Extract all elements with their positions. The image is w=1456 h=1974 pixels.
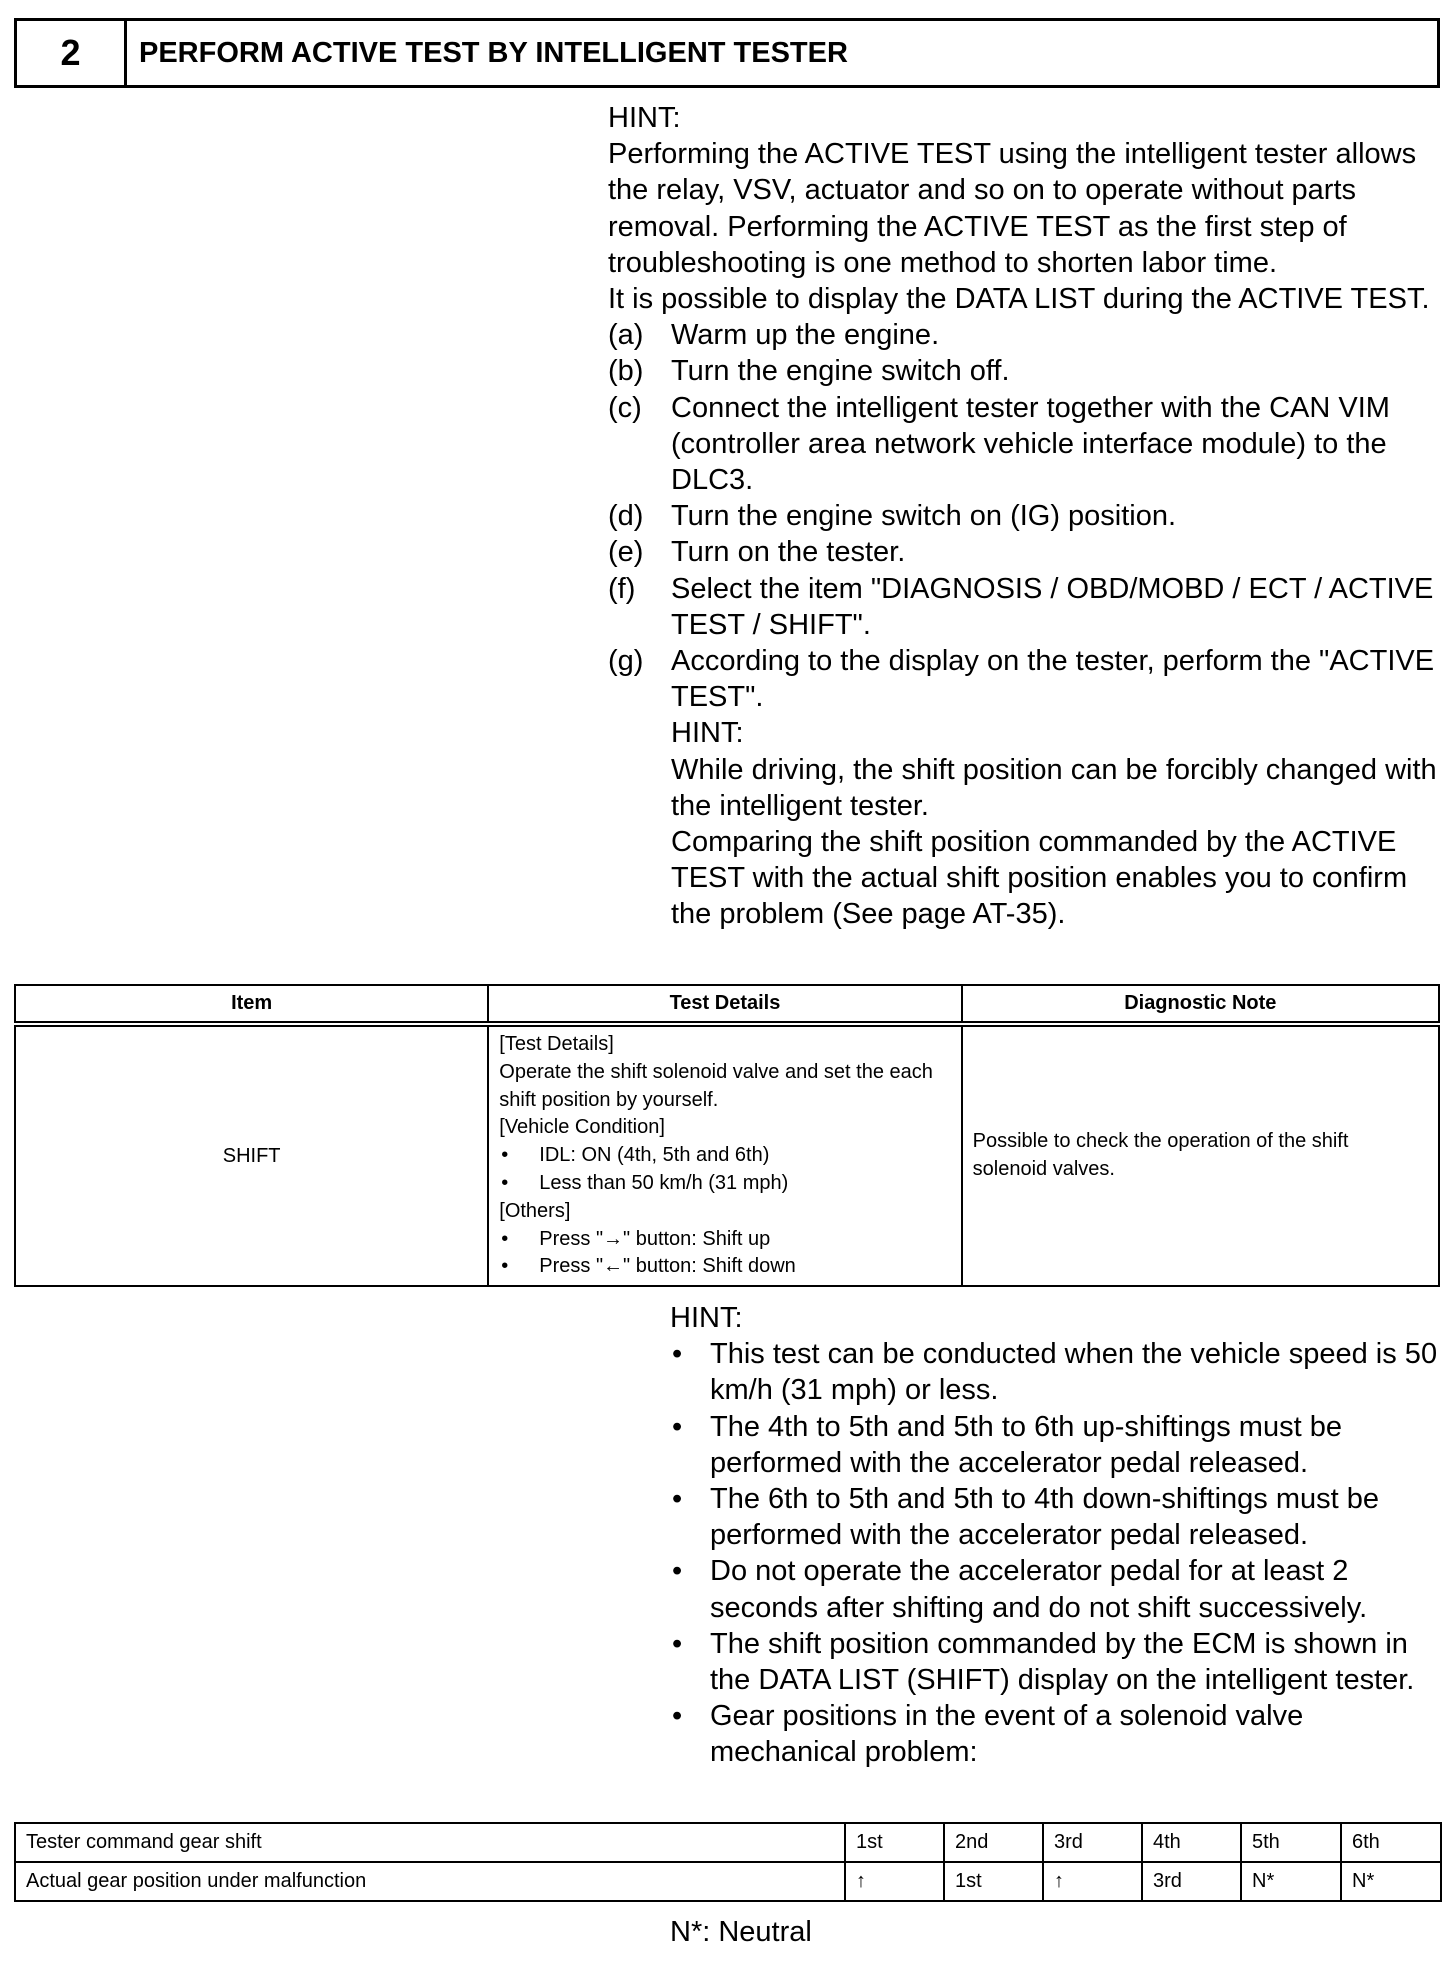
table-row: [15, 1024, 1439, 1286]
bullet-text: Less than 50 km/h (31 mph): [539, 1171, 789, 1194]
procedure-step: [608, 317, 1440, 353]
bullet-mark: •: [672, 1700, 683, 1733]
column-header-diagnostic-note: Diagnostic Note: [962, 985, 1439, 1024]
step-text: Select the item "DIAGNOSIS / OBD/MOBD / ECT / ACTIVE TEST / SHIFT".: [671, 572, 1434, 641]
table-cell: 1st: [845, 1823, 944, 1862]
bullet-mark: •: [501, 1144, 509, 1167]
column-header-item: Item: [15, 985, 488, 1024]
table-cell: 3rd: [1142, 1862, 1241, 1901]
bullet-mark: •: [672, 1338, 683, 1371]
step-label: (e): [608, 536, 644, 569]
hint-paragraph: It is possible to display the DATA LIST during the ACTIVE TEST.: [608, 283, 1430, 316]
bullet-mark: •: [672, 1555, 683, 1588]
row-label: Tester command gear shift: [15, 1823, 845, 1862]
hint-paragraph: Comparing the shift position commanded by the ACTIVE TEST with the actual shift position enables you to confirm the problem (See page AT-35).: [671, 826, 1408, 931]
bullet-text: Do not operate the accelerator pedal for at least 2 seconds after shifting and do not shift successively.: [710, 1555, 1368, 1624]
procedure-step: [608, 534, 1440, 570]
procedure-block: [608, 100, 1440, 933]
active-test-table: [14, 984, 1440, 1287]
hint-bullets: [670, 1336, 1440, 1770]
details-bullet: [499, 1253, 950, 1281]
table-row: [15, 1823, 1441, 1862]
bullet-mark: •: [501, 1171, 509, 1194]
details-heading: [Test Details]: [499, 1033, 614, 1055]
step-label: (f): [608, 572, 636, 605]
bullet-mark: •: [672, 1410, 683, 1443]
details-bullet: [499, 1170, 950, 1198]
bullet-text: The shift position commanded by the ECM is shown in the DATA LIST (SHIFT) display on the intelligent tester.: [710, 1627, 1415, 1697]
details-heading: [Vehicle Condition]: [499, 1116, 665, 1139]
procedure-steps: [608, 317, 1440, 932]
bullet-mark: •: [501, 1255, 509, 1278]
procedure-step: [608, 390, 1440, 499]
bullet-text: The 4th to 5th and 5th to 6th up-shiftings must be performed with the accelerator pedal released.: [710, 1410, 1342, 1479]
bullet-text: The 6th to 5th and 5th to 4th down-shiftings must be performed with the accelerator pedal released.: [710, 1483, 1380, 1552]
step-text: According to the display on the tester, perform the "ACTIVE TEST".: [671, 645, 1435, 714]
step-label: (g): [608, 645, 644, 678]
bullet-text: This test can be conducted when the vehicle speed is 50 km/h (31 mph) or less.: [710, 1338, 1438, 1407]
bullet-mark: •: [672, 1483, 683, 1516]
table-cell: 1st: [944, 1862, 1043, 1901]
step-label: (d): [608, 500, 644, 533]
hint-paragraph: While driving, the shift position can be forcibly changed with the intelligent tester.: [671, 753, 1437, 822]
hint-bullet: [670, 1553, 1440, 1625]
bullet-text: Gear positions in the event of a solenoid valve mechanical problem:: [710, 1700, 1304, 1769]
gear-position-table: [14, 1822, 1442, 1902]
hint-paragraph: Performing the ACTIVE TEST using the intelligent tester allows the relay, VSV, actuator and so on to operate without parts removal. Performing the ACTIVE TEST as the first step of troubleshooting is one method to shorten labor time.: [608, 138, 1417, 279]
hint-block: [670, 1300, 1440, 1771]
table-row: [15, 1862, 1441, 1901]
hint-bullet: [670, 1336, 1440, 1408]
step-header: [14, 18, 1440, 88]
table-cell: 2nd: [944, 1823, 1043, 1862]
table-cell: 6th: [1341, 1823, 1441, 1862]
details-bullet: [499, 1142, 950, 1170]
table-cell: N*: [1241, 1862, 1341, 1901]
procedure-step: [608, 498, 1440, 534]
bullet-text: IDL: ON (4th, 5th and 6th): [539, 1144, 770, 1167]
table-cell: ↑: [845, 1862, 944, 1901]
table-cell: ↑: [1043, 1862, 1142, 1901]
step-text: Turn the engine switch on (IG) position.: [671, 500, 1177, 533]
procedure-step: [608, 643, 1440, 933]
table-header-row: [15, 985, 1439, 1024]
table-cell: 3rd: [1043, 1823, 1142, 1862]
hint-bullet: [670, 1409, 1440, 1481]
bullet-mark: •: [672, 1627, 683, 1660]
table-cell: 5th: [1241, 1823, 1341, 1862]
details-text: Operate the shift solenoid valve and set the each shift position by yourself.: [499, 1060, 933, 1111]
hint-label: HINT:: [608, 102, 681, 134]
table-cell: N*: [1341, 1862, 1441, 1901]
column-header-test-details: Test Details: [488, 985, 961, 1024]
step-label: (c): [608, 391, 642, 424]
details-bullet: [499, 1226, 950, 1254]
step-text: Turn on the tester.: [671, 536, 906, 569]
test-details-cell: [488, 1024, 961, 1286]
hint-label: HINT:: [671, 717, 744, 750]
details-heading: [Others]: [499, 1199, 571, 1222]
bullet-text: Press "→" button: Shift up: [539, 1227, 771, 1250]
hint-bullet: [670, 1698, 1440, 1770]
step-title: PERFORM ACTIVE TEST BY INTELLIGENT TESTER: [139, 36, 848, 69]
hint-bullet: [670, 1481, 1440, 1553]
row-label: Actual gear position under malfunction: [15, 1862, 845, 1901]
hint-bullet: [670, 1626, 1440, 1698]
footnote: N*: Neutral: [670, 1916, 812, 1948]
step-g-body: [671, 643, 1440, 933]
step-label: (b): [608, 355, 644, 388]
step-label: (a): [608, 319, 644, 352]
diagnostic-note-cell: Possible to check the operation of the shift solenoid valves.: [962, 1024, 1439, 1286]
item-cell: SHIFT: [15, 1024, 488, 1286]
procedure-step: [608, 571, 1440, 643]
hint-label: HINT:: [670, 1302, 743, 1334]
procedure-step: [608, 353, 1440, 389]
bullet-mark: •: [501, 1227, 509, 1250]
bullet-text: Press "←" button: Shift down: [539, 1255, 796, 1278]
step-text: Turn the engine switch off.: [671, 355, 1010, 388]
table-cell: 4th: [1142, 1823, 1241, 1862]
step-text: Connect the intelligent tester together with the CAN VIM (controller area network vehicle interface module) to the DLC3.: [671, 391, 1390, 497]
step-text: Warm up the engine.: [671, 319, 940, 352]
step-number: 2: [17, 21, 127, 85]
